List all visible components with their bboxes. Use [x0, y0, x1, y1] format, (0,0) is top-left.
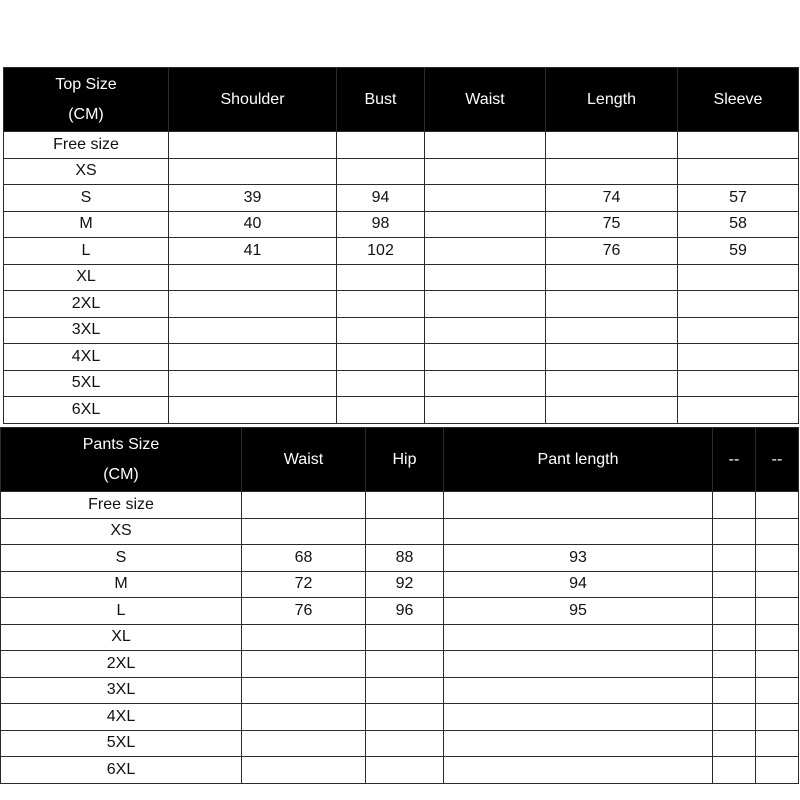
table-row — [1, 651, 799, 678]
measurement-cell — [756, 704, 799, 731]
measurement-cell — [678, 158, 799, 185]
size-label-cell: XS — [4, 158, 169, 185]
measurement-cell — [713, 624, 756, 651]
measurement-cell — [366, 677, 444, 704]
size-label-cell: 2XL — [4, 291, 169, 318]
measurement-cell: 75 — [546, 211, 678, 238]
top-col-length-header: Length — [546, 68, 678, 132]
size-label-cell: 4XL — [1, 704, 242, 731]
size-label-cell: L — [4, 238, 169, 265]
measurement-cell — [444, 677, 713, 704]
measurement-cell — [425, 185, 546, 212]
measurement-cell: 68 — [242, 545, 366, 572]
measurement-cell — [678, 264, 799, 291]
size-label-cell: 6XL — [1, 757, 242, 784]
measurement-cell — [678, 370, 799, 397]
pants-size-header — [1, 428, 242, 492]
measurement-cell — [425, 291, 546, 318]
measurement-cell — [425, 132, 546, 159]
size-label-cell: 6XL — [4, 397, 169, 424]
table-row — [1, 757, 799, 784]
top-col-shoulder-header: Shoulder — [169, 68, 337, 132]
measurement-cell — [756, 492, 799, 519]
measurement-cell — [444, 518, 713, 545]
measurement-cell: 95 — [444, 598, 713, 625]
measurement-cell — [425, 317, 546, 344]
measurement-cell — [546, 317, 678, 344]
table-row — [4, 317, 799, 344]
measurement-cell: 76 — [546, 238, 678, 265]
measurement-cell: 94 — [337, 185, 425, 212]
measurement-cell — [756, 651, 799, 678]
measurement-cell — [444, 492, 713, 519]
measurement-cell — [242, 492, 366, 519]
measurement-cell — [713, 545, 756, 572]
measurement-cell — [713, 571, 756, 598]
measurement-cell: 96 — [366, 598, 444, 625]
table-row — [1, 704, 799, 731]
measurement-cell — [366, 518, 444, 545]
measurement-cell — [337, 397, 425, 424]
measurement-cell: 59 — [678, 238, 799, 265]
measurement-cell — [242, 704, 366, 731]
size-label-cell: XS — [1, 518, 242, 545]
measurement-cell — [366, 624, 444, 651]
measurement-cell — [546, 132, 678, 159]
pants-col-waist-header: Waist — [242, 428, 366, 492]
measurement-cell: 93 — [444, 545, 713, 572]
measurement-cell: 41 — [169, 238, 337, 265]
measurement-cell — [546, 264, 678, 291]
measurement-cell — [756, 624, 799, 651]
size-label-cell: XL — [1, 624, 242, 651]
measurement-cell — [169, 344, 337, 371]
measurement-cell — [366, 492, 444, 519]
measurement-cell — [756, 598, 799, 625]
size-label-cell: S — [1, 545, 242, 572]
table-row — [4, 238, 799, 265]
table-row — [1, 677, 799, 704]
table-row — [4, 132, 799, 159]
table-row — [1, 730, 799, 757]
table-row — [4, 370, 799, 397]
size-label-cell: S — [4, 185, 169, 212]
measurement-cell — [678, 344, 799, 371]
measurement-cell — [713, 704, 756, 731]
measurement-cell — [444, 624, 713, 651]
measurement-cell — [337, 132, 425, 159]
measurement-cell — [713, 757, 756, 784]
measurement-cell — [242, 757, 366, 784]
measurement-cell: 92 — [366, 571, 444, 598]
measurement-cell: 74 — [546, 185, 678, 212]
measurement-cell — [444, 757, 713, 784]
measurement-cell — [366, 730, 444, 757]
measurement-cell — [425, 264, 546, 291]
measurement-cell — [366, 651, 444, 678]
measurement-cell — [546, 397, 678, 424]
measurement-cell — [337, 158, 425, 185]
top-table-body — [4, 132, 799, 424]
measurement-cell: 76 — [242, 598, 366, 625]
measurement-cell — [713, 492, 756, 519]
top-size-header-title: Top Size — [55, 75, 117, 93]
measurement-cell — [169, 370, 337, 397]
pants-col-hip-header: Hip — [366, 428, 444, 492]
pants-col-extra2-header: -- — [756, 428, 799, 492]
size-label-cell: M — [4, 211, 169, 238]
measurement-cell — [546, 291, 678, 318]
measurement-cell — [678, 291, 799, 318]
measurement-cell — [242, 730, 366, 757]
measurement-cell — [444, 651, 713, 678]
measurement-cell — [678, 132, 799, 159]
measurement-cell: 102 — [337, 238, 425, 265]
pants-header-row — [1, 428, 799, 492]
measurement-cell — [756, 677, 799, 704]
measurement-cell — [756, 757, 799, 784]
measurement-cell — [713, 598, 756, 625]
measurement-cell — [425, 344, 546, 371]
measurement-cell — [337, 291, 425, 318]
table-row — [1, 598, 799, 625]
size-label-cell: 5XL — [4, 370, 169, 397]
measurement-cell — [756, 571, 799, 598]
measurement-cell — [713, 651, 756, 678]
measurement-cell — [425, 158, 546, 185]
size-label-cell: XL — [4, 264, 169, 291]
measurement-cell — [169, 317, 337, 344]
measurement-cell — [425, 211, 546, 238]
table-row — [4, 264, 799, 291]
measurement-cell — [169, 291, 337, 318]
measurement-cell: 40 — [169, 211, 337, 238]
top-col-sleeve-header: Sleeve — [678, 68, 799, 132]
table-row — [1, 492, 799, 519]
size-label-cell: Free size — [4, 132, 169, 159]
size-label-cell: L — [1, 598, 242, 625]
pants-size-table — [0, 427, 799, 784]
measurement-cell — [425, 238, 546, 265]
measurement-cell — [366, 757, 444, 784]
measurement-cell — [337, 317, 425, 344]
measurement-cell — [366, 704, 444, 731]
top-col-waist-header: Waist — [425, 68, 546, 132]
measurement-cell: 94 — [444, 571, 713, 598]
size-label-cell: 5XL — [1, 730, 242, 757]
size-label-cell: 3XL — [4, 317, 169, 344]
pants-col-pant-length-header: Pant length — [444, 428, 713, 492]
measurement-cell: 72 — [242, 571, 366, 598]
size-label-cell: 2XL — [1, 651, 242, 678]
size-label-cell: M — [1, 571, 242, 598]
measurement-cell: 57 — [678, 185, 799, 212]
table-row — [1, 624, 799, 651]
measurement-cell — [242, 677, 366, 704]
table-row — [4, 185, 799, 212]
measurement-cell — [678, 317, 799, 344]
table-row — [1, 518, 799, 545]
table-row — [4, 397, 799, 424]
measurement-cell: 58 — [678, 211, 799, 238]
table-row — [4, 291, 799, 318]
measurement-cell: 88 — [366, 545, 444, 572]
size-label-cell: 4XL — [4, 344, 169, 371]
measurement-cell — [678, 397, 799, 424]
measurement-cell — [242, 624, 366, 651]
table-row — [4, 344, 799, 371]
measurement-cell — [713, 518, 756, 545]
measurement-cell — [425, 370, 546, 397]
measurement-cell — [169, 397, 337, 424]
measurement-cell — [444, 704, 713, 731]
measurement-cell: 98 — [337, 211, 425, 238]
measurement-cell — [337, 264, 425, 291]
measurement-cell — [756, 518, 799, 545]
pants-col-extra1-header: -- — [713, 428, 756, 492]
measurement-cell — [444, 730, 713, 757]
pants-size-header-title: Pants Size — [82, 435, 160, 453]
measurement-cell — [546, 370, 678, 397]
measurement-cell — [713, 677, 756, 704]
pants-table-body — [1, 492, 799, 784]
top-size-table — [3, 67, 799, 424]
table-row — [4, 158, 799, 185]
size-label-cell: 3XL — [1, 677, 242, 704]
top-header-row — [4, 68, 799, 132]
pants-size-header-unit: (CM) — [103, 465, 139, 483]
table-row — [1, 545, 799, 572]
measurement-cell: 39 — [169, 185, 337, 212]
measurement-cell — [337, 344, 425, 371]
table-row — [1, 571, 799, 598]
top-col-bust-header: Bust — [337, 68, 425, 132]
measurement-cell — [756, 545, 799, 572]
measurement-cell — [713, 730, 756, 757]
measurement-cell — [169, 132, 337, 159]
measurement-cell — [169, 264, 337, 291]
measurement-cell — [337, 370, 425, 397]
measurement-cell — [546, 158, 678, 185]
measurement-cell — [756, 730, 799, 757]
measurement-cell — [546, 344, 678, 371]
top-size-header-unit: (CM) — [68, 105, 104, 123]
top-size-header — [4, 68, 169, 132]
measurement-cell — [425, 397, 546, 424]
measurement-cell — [242, 651, 366, 678]
measurement-cell — [169, 158, 337, 185]
table-row — [4, 211, 799, 238]
measurement-cell — [242, 518, 366, 545]
size-label-cell: Free size — [1, 492, 242, 519]
